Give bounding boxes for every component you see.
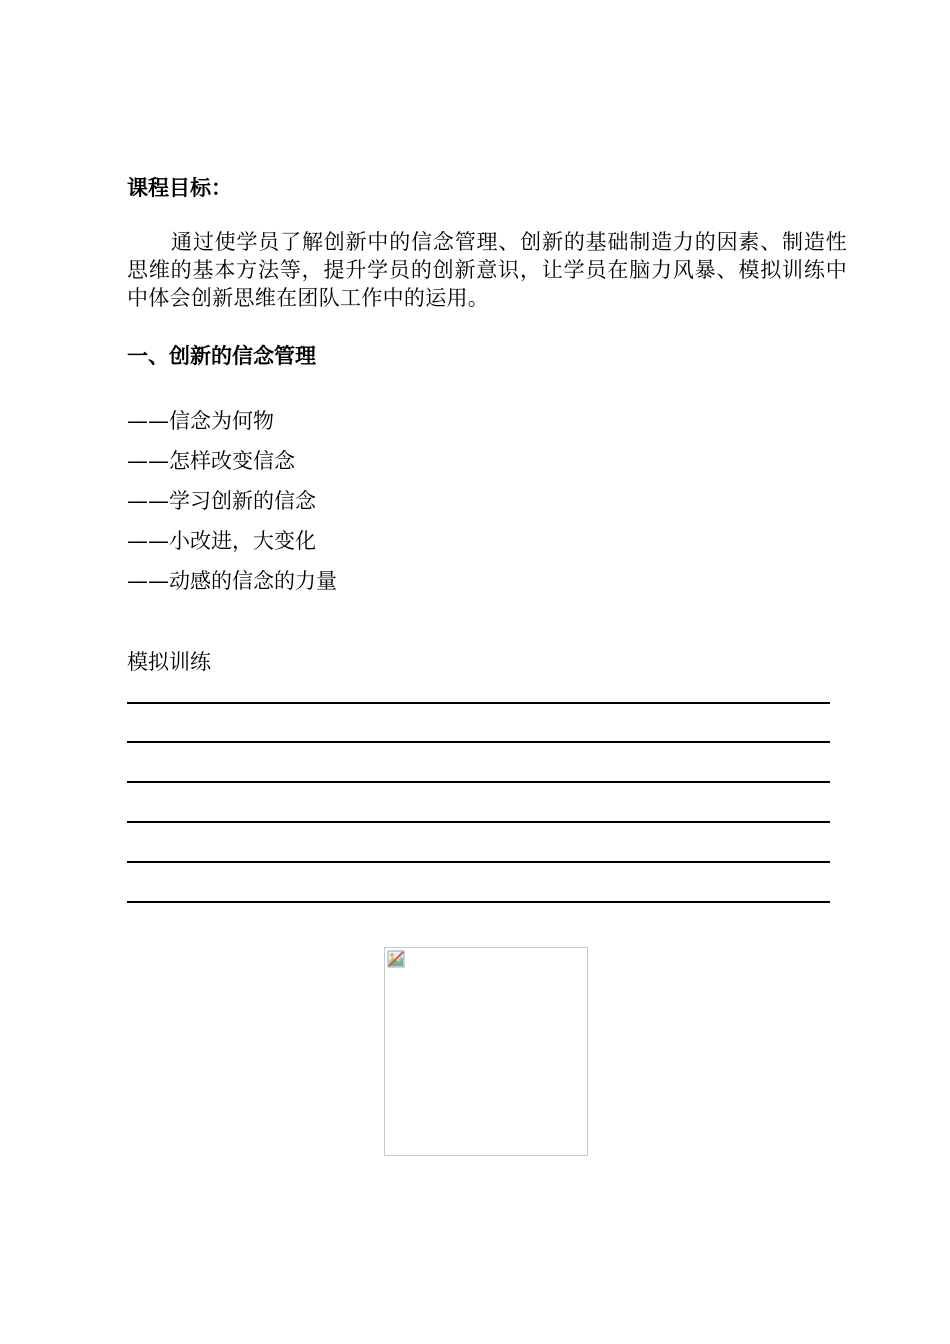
answer-line: [127, 702, 830, 704]
list-item: ——小改进，大变化: [127, 529, 316, 553]
section-heading: 一、创新的信念管理: [127, 344, 316, 368]
list-item: ——学习创新的信念: [127, 489, 316, 513]
answer-line: [127, 741, 830, 743]
course-goal-heading: 课程目标：: [127, 176, 232, 200]
answer-line: [127, 901, 830, 903]
answer-line: [127, 821, 830, 823]
list-item: ——动感的信念的力量: [127, 569, 337, 593]
practice-label: 模拟训练: [127, 650, 211, 674]
answer-line: [127, 861, 830, 863]
belief-topic-list: [127, 408, 337, 608]
course-goal-paragraph: 通过使学员了解创新中的信念管理、创新的基础制造力的因素、制造性思维的基本方法等，提升学员的创新意识，让学员在脑力风暴、模拟训练中中体会创新思维在团队工作中的运用。: [127, 230, 847, 310]
list-item: ——信念为何物: [127, 409, 274, 433]
answer-line: [127, 781, 830, 783]
image-placeholder: [384, 947, 588, 1156]
broken-image-icon: [387, 950, 405, 968]
list-item: ——怎样改变信念: [127, 449, 295, 473]
